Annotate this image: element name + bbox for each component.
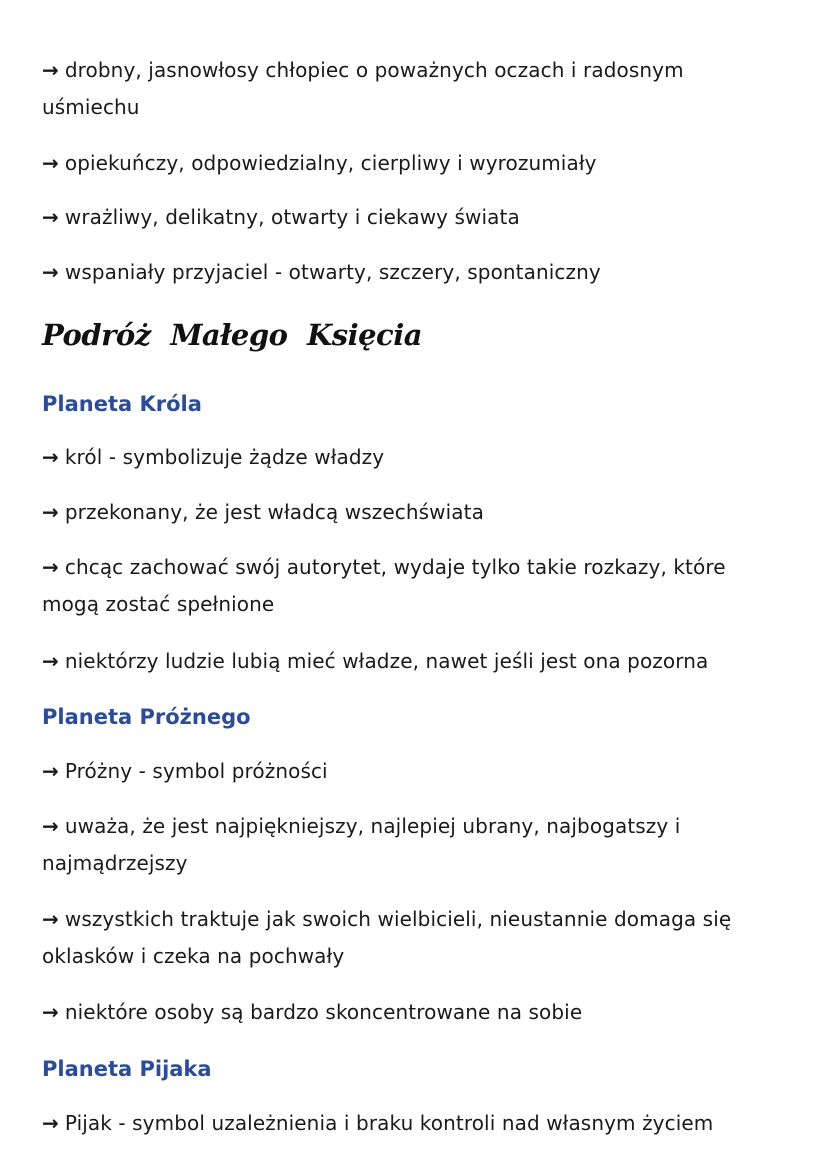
arrow-icon: → bbox=[42, 260, 59, 284]
bullet-text: Próżny - symbol próżności bbox=[64, 759, 328, 783]
arrow-icon: → bbox=[42, 445, 59, 469]
arrow-icon: → bbox=[42, 814, 59, 838]
bullet-line bbox=[42, 1105, 782, 1142]
section-heading: Planeta Pijaka bbox=[42, 1057, 212, 1081]
bullet-text: przekonany, że jest władcą wszechświata bbox=[64, 500, 484, 524]
bullet-text: uważa, że jest najpiękniejszy, najlepiej ubrany, najbogatszy i najmądrzejszy bbox=[42, 814, 681, 875]
arrow-icon: → bbox=[42, 500, 59, 524]
bullet-line bbox=[42, 753, 782, 790]
bullet-text: chcąc zachować swój autorytet, wydaje tylko takie rozkazy, które mogą zostać spełnione bbox=[42, 555, 726, 616]
bullet-line bbox=[42, 808, 782, 882]
bullet-text: król - symbolizuje żądze władzy bbox=[64, 445, 385, 469]
bullet-line bbox=[42, 199, 782, 236]
arrow-icon: → bbox=[42, 907, 59, 931]
arrow-icon: → bbox=[42, 1000, 59, 1024]
bullet-text: wspaniały przyjaciel - otwarty, szczery, spontaniczny bbox=[64, 260, 601, 284]
arrow-icon: → bbox=[42, 649, 59, 673]
bullet-line bbox=[42, 254, 782, 291]
bullet-line bbox=[42, 439, 782, 476]
bullet-line bbox=[42, 994, 782, 1031]
arrow-icon: → bbox=[42, 759, 59, 783]
bullet-line bbox=[42, 494, 782, 531]
bullet-line bbox=[42, 643, 782, 680]
arrow-icon: → bbox=[42, 1111, 59, 1135]
bullet-text: opiekuńczy, odpowiedzialny, cierpliwy i wyrozumiały bbox=[64, 151, 597, 175]
bullet-text: drobny, jasnowłosy chłopiec o poważnych oczach i radosnym uśmiechu bbox=[42, 58, 684, 119]
bullet-line bbox=[42, 549, 782, 623]
arrow-icon: → bbox=[42, 58, 59, 82]
section-heading: Planeta Próżnego bbox=[42, 705, 251, 729]
bullet-text: niektóre osoby są bardzo skoncentrowane na sobie bbox=[64, 1000, 583, 1024]
bullet-line bbox=[42, 901, 782, 975]
bullet-line bbox=[42, 145, 782, 182]
arrow-icon: → bbox=[42, 205, 59, 229]
arrow-icon: → bbox=[42, 555, 59, 579]
bullet-text: wszystkich traktuje jak swoich wielbicieli, nieustannie domaga się oklasków i czeka na pochwały bbox=[42, 907, 732, 968]
page-title: Podróż Małego Księcia bbox=[42, 318, 423, 352]
bullet-line bbox=[42, 52, 782, 126]
bullet-text: Pijak - symbol uzależnienia i braku kontroli nad własnym życiem bbox=[64, 1111, 714, 1135]
arrow-icon: → bbox=[42, 151, 59, 175]
bullet-text: wrażliwy, delikatny, otwarty i ciekawy świata bbox=[64, 205, 520, 229]
section-heading: Planeta Króla bbox=[42, 392, 202, 416]
bullet-text: niektórzy ludzie lubią mieć władze, nawet jeśli jest ona pozorna bbox=[64, 649, 709, 673]
